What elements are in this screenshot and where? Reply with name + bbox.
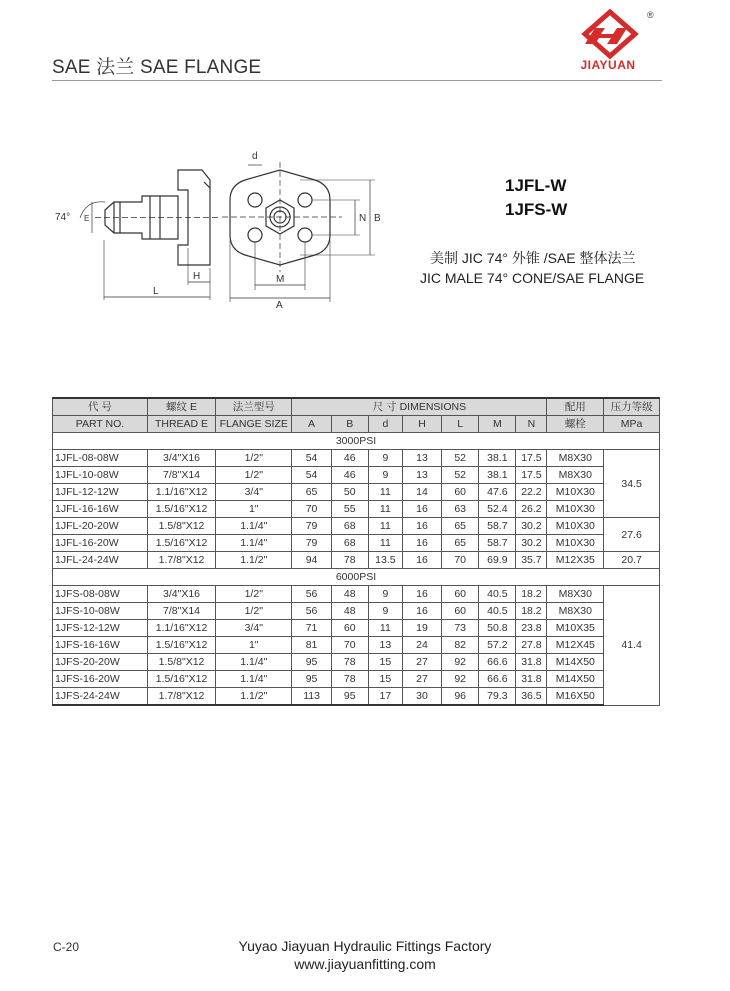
section-label: 3000PSI — [53, 433, 660, 450]
table-cell: 1.5/16"X12 — [147, 637, 215, 654]
table-cell: 17.5 — [516, 450, 547, 467]
table-cell: 1.7/8"X12 — [147, 688, 215, 706]
table-cell: 11 — [368, 620, 402, 637]
table-cell: 13 — [402, 467, 441, 484]
table-cell: 78 — [331, 552, 368, 569]
model-jfs: 1JFS-W — [505, 200, 568, 219]
section-row — [53, 433, 660, 450]
table-cell: 95 — [292, 654, 331, 671]
table-cell: M10X35 — [547, 620, 604, 637]
table-row — [53, 552, 660, 569]
table-cell: 15 — [368, 671, 402, 688]
table-cell: 13 — [402, 450, 441, 467]
table-cell: 13 — [368, 637, 402, 654]
table-cell: M14X50 — [547, 671, 604, 688]
table-body — [53, 433, 660, 706]
table-row — [53, 535, 660, 552]
table-row — [53, 637, 660, 654]
table-cell: 31.8 — [516, 671, 547, 688]
e-label: E — [84, 214, 90, 223]
table-cell: 9 — [368, 450, 402, 467]
col-part-en: PART NO. — [53, 416, 148, 433]
table-cell: M10X30 — [547, 518, 604, 535]
table-cell: 70 — [331, 637, 368, 654]
table-cell: 1JFS-10-08W — [53, 603, 148, 620]
table-cell: 3/4" — [216, 620, 292, 637]
table-cell: 1/2" — [216, 603, 292, 620]
table-row — [53, 654, 660, 671]
table-cell: 81 — [292, 637, 331, 654]
table-cell: 18.2 — [516, 586, 547, 603]
table-cell: M12X45 — [547, 637, 604, 654]
table-cell: 48 — [331, 586, 368, 603]
table-cell: 113 — [292, 688, 331, 706]
table-cell: 40.5 — [479, 603, 516, 620]
table-cell: 48 — [331, 603, 368, 620]
table-cell: 30 — [402, 688, 441, 706]
table-cell: 23.8 — [516, 620, 547, 637]
table-row — [53, 501, 660, 518]
pressure-cell: 27.6 — [604, 518, 660, 552]
col-flange-en: FLANGE SIZE — [216, 416, 292, 433]
table-cell: 65 — [442, 535, 479, 552]
table-cell: 1JFL-16-20W — [53, 535, 148, 552]
table-cell: 11 — [368, 484, 402, 501]
description-chinese: 美制 JIC 74° 外锥 /SAE 整体法兰 — [430, 250, 636, 266]
table-cell: 27.8 — [516, 637, 547, 654]
table-cell: M10X30 — [547, 484, 604, 501]
table-cell: 1/2" — [216, 586, 292, 603]
table-cell: 30.2 — [516, 518, 547, 535]
header-row-en — [53, 416, 660, 433]
table-cell: 52 — [442, 450, 479, 467]
table-row — [53, 467, 660, 484]
angle-label: 74° — [55, 212, 71, 223]
dimensions-table — [52, 397, 660, 706]
table-cell: 1/2" — [216, 450, 292, 467]
footer-company: Yuyao Jiayuan Hydraulic Fittings Factory — [238, 938, 492, 954]
table-cell: 47.6 — [479, 484, 516, 501]
flange-chamfer — [204, 182, 210, 188]
d-label: d — [252, 151, 258, 162]
table-cell: M16X50 — [547, 688, 604, 706]
table-cell: 96 — [442, 688, 479, 706]
technical-drawing — [50, 140, 390, 310]
table-cell: 54 — [292, 467, 331, 484]
table-cell: 11 — [368, 501, 402, 518]
table-cell: 16 — [402, 586, 441, 603]
table-row — [53, 450, 660, 467]
table-cell: 65 — [292, 484, 331, 501]
table-row — [53, 620, 660, 637]
table-cell: 1" — [216, 501, 292, 518]
table-cell: 1JFL-10-08W — [53, 467, 148, 484]
col-thread-en: THREAD E — [147, 416, 215, 433]
table-cell: M12X35 — [547, 552, 604, 569]
table-cell: 22.2 — [516, 484, 547, 501]
page-number: C-20 — [53, 940, 80, 954]
table-cell: 7/8"X14 — [147, 467, 215, 484]
col-n: N — [516, 416, 547, 433]
table-cell: 95 — [292, 671, 331, 688]
table-cell: 17 — [368, 688, 402, 706]
col-pressure-cn: 压力等级 — [604, 398, 660, 416]
table-cell: M8X30 — [547, 467, 604, 484]
n-label: N — [359, 213, 367, 224]
table-cell: 79 — [292, 535, 331, 552]
table-cell: 52.4 — [479, 501, 516, 518]
table-cell: 24 — [402, 637, 441, 654]
table-cell: 92 — [442, 654, 479, 671]
table-cell: 9 — [368, 467, 402, 484]
table-cell: 16 — [402, 603, 441, 620]
table-cell: 26.2 — [516, 501, 547, 518]
table-cell: 95 — [331, 688, 368, 706]
table-cell: 13.5 — [368, 552, 402, 569]
a-label: A — [276, 300, 283, 310]
footer-website: www.jiayuanfitting.com — [294, 956, 436, 972]
table-cell: 1.5/16"X12 — [147, 535, 215, 552]
table-cell: 11 — [368, 535, 402, 552]
col-bolt-cn: 配用 — [547, 398, 604, 416]
table-cell: 1JFL-20-20W — [53, 518, 148, 535]
table-cell: 1JFL-08-08W — [53, 450, 148, 467]
table-cell: 66.6 — [479, 654, 516, 671]
table-row — [53, 671, 660, 688]
col-dimensions: 尺 寸 DIMENSIONS — [292, 398, 547, 416]
table-cell: 73 — [442, 620, 479, 637]
table-row — [53, 688, 660, 706]
table-cell: 1.1/16"X12 — [147, 620, 215, 637]
table-cell: 1JFS-20-20W — [53, 654, 148, 671]
m-label: M — [276, 274, 285, 285]
col-part-cn: 代 号 — [53, 398, 148, 416]
table-cell: 16 — [402, 552, 441, 569]
table-cell: 3/4"X16 — [147, 586, 215, 603]
table-cell: 1JFL-16-16W — [53, 501, 148, 518]
model-jfl: 1JFL-W — [505, 176, 567, 195]
col-flange-cn: 法兰型号 — [216, 398, 292, 416]
table-cell: M8X30 — [547, 603, 604, 620]
table-cell: 17.5 — [516, 467, 547, 484]
table-cell: 1.1/2" — [216, 552, 292, 569]
bolt-hole-top-right — [298, 193, 312, 207]
table-cell: 1.5/8"X12 — [147, 654, 215, 671]
table-cell: 82 — [442, 637, 479, 654]
table-cell: 14 — [402, 484, 441, 501]
table-cell: M14X50 — [547, 654, 604, 671]
pressure-cell: 34.5 — [604, 450, 660, 518]
table-cell: 60 — [442, 586, 479, 603]
table-cell: 1.5/16"X12 — [147, 501, 215, 518]
table-cell: 65 — [442, 518, 479, 535]
table-cell: 27 — [402, 671, 441, 688]
section-row — [53, 569, 660, 586]
table-cell: 35.7 — [516, 552, 547, 569]
table-cell: 1.1/4" — [216, 671, 292, 688]
table-cell: 79.3 — [479, 688, 516, 706]
table-cell: 1.5/16"X12 — [147, 671, 215, 688]
table-cell: 68 — [331, 535, 368, 552]
table-cell: 79 — [292, 518, 331, 535]
table-cell: 94 — [292, 552, 331, 569]
bolt-hole-bottom-left — [248, 228, 262, 242]
registered-mark: ® — [647, 10, 654, 20]
description-english: JIC MALE 74° CONE/SAE FLANGE — [420, 270, 645, 286]
table-cell: 70 — [442, 552, 479, 569]
table-cell: 31.8 — [516, 654, 547, 671]
table-cell: M8X30 — [547, 586, 604, 603]
table-cell: 56 — [292, 603, 331, 620]
h-label: H — [193, 271, 201, 282]
table-cell: 63 — [442, 501, 479, 518]
table-cell: 9 — [368, 586, 402, 603]
pressure-cell: 20.7 — [604, 552, 660, 569]
table-cell: 66.6 — [479, 671, 516, 688]
table-cell: 18.2 — [516, 603, 547, 620]
table-cell: 57.2 — [479, 637, 516, 654]
table-cell: 55 — [331, 501, 368, 518]
table-cell: 1JFS-16-16W — [53, 637, 148, 654]
section-label: 6000PSI — [53, 569, 660, 586]
table-cell: 1JFS-08-08W — [53, 586, 148, 603]
table-cell: 1JFS-16-20W — [53, 671, 148, 688]
table-cell: 60 — [442, 603, 479, 620]
page-title: SAE 法兰 SAE FLANGE — [52, 57, 262, 78]
table-cell: 38.1 — [479, 467, 516, 484]
table-cell: 40.5 — [479, 586, 516, 603]
table-cell: 46 — [331, 450, 368, 467]
table-cell: 54 — [292, 450, 331, 467]
table-cell: 46 — [331, 467, 368, 484]
table-cell: 30.2 — [516, 535, 547, 552]
table-cell: 1JFS-12-12W — [53, 620, 148, 637]
table-cell: 1" — [216, 637, 292, 654]
table-cell: 1.1/16"X12 — [147, 484, 215, 501]
col-a: A — [292, 416, 331, 433]
table-cell: 1.7/8"X12 — [147, 552, 215, 569]
col-d: d — [368, 416, 402, 433]
table-cell: 15 — [368, 654, 402, 671]
table-cell: 58.7 — [479, 518, 516, 535]
table-cell: 60 — [331, 620, 368, 637]
table-cell: 11 — [368, 518, 402, 535]
table-cell: 38.1 — [479, 450, 516, 467]
title-divider — [52, 80, 662, 81]
table-cell: 52 — [442, 467, 479, 484]
table-cell: 16 — [402, 501, 441, 518]
pressure-cell: 41.4 — [604, 586, 660, 706]
col-h: H — [402, 416, 441, 433]
col-thread-cn: 螺纹 E — [147, 398, 215, 416]
table-cell: 36.5 — [516, 688, 547, 706]
table-cell: M10X30 — [547, 535, 604, 552]
table-cell: 69.9 — [479, 552, 516, 569]
table-cell: 3/4"X16 — [147, 450, 215, 467]
table-cell: 50.8 — [479, 620, 516, 637]
table-cell: 1JFL-24-24W — [53, 552, 148, 569]
table-cell: 1.1/4" — [216, 518, 292, 535]
table-cell: M8X30 — [547, 450, 604, 467]
table-cell: 1.1/2" — [216, 688, 292, 706]
table-cell: 19 — [402, 620, 441, 637]
table-cell: 78 — [331, 671, 368, 688]
table-row — [53, 586, 660, 603]
col-m: M — [479, 416, 516, 433]
table-cell: 7/8"X14 — [147, 603, 215, 620]
col-pressure-en: MPa — [604, 416, 660, 433]
header-row-cn — [53, 398, 660, 416]
col-l: L — [442, 416, 479, 433]
logo-text: JIAYUAN — [580, 58, 636, 72]
table-cell: 68 — [331, 518, 368, 535]
table-cell: 71 — [292, 620, 331, 637]
table-cell: 92 — [442, 671, 479, 688]
table-cell: 60 — [442, 484, 479, 501]
table-cell: 58.7 — [479, 535, 516, 552]
l-label: L — [153, 286, 159, 297]
table-cell: 9 — [368, 603, 402, 620]
bolt-hole-bottom-right — [298, 228, 312, 242]
table-cell: 3/4" — [216, 484, 292, 501]
table-row — [53, 518, 660, 535]
table-cell: M10X30 — [547, 501, 604, 518]
b-label: B — [374, 213, 381, 224]
table-cell: 70 — [292, 501, 331, 518]
table-cell: 78 — [331, 654, 368, 671]
table-cell: 1JFS-24-24W — [53, 688, 148, 706]
bolt-hole-top-left — [248, 193, 262, 207]
table-row — [53, 484, 660, 501]
table-cell: 16 — [402, 518, 441, 535]
table-cell: 1.5/8"X12 — [147, 518, 215, 535]
table-cell: 27 — [402, 654, 441, 671]
col-b: B — [331, 416, 368, 433]
col-bolt-en: 螺栓 — [547, 416, 604, 433]
table-row — [53, 603, 660, 620]
table-cell: 16 — [402, 535, 441, 552]
table-cell: 56 — [292, 586, 331, 603]
table-cell: 1JFL-12-12W — [53, 484, 148, 501]
table-cell: 50 — [331, 484, 368, 501]
table-cell: 1.1/4" — [216, 535, 292, 552]
table-cell: 1.1/4" — [216, 654, 292, 671]
table-cell: 1/2" — [216, 467, 292, 484]
